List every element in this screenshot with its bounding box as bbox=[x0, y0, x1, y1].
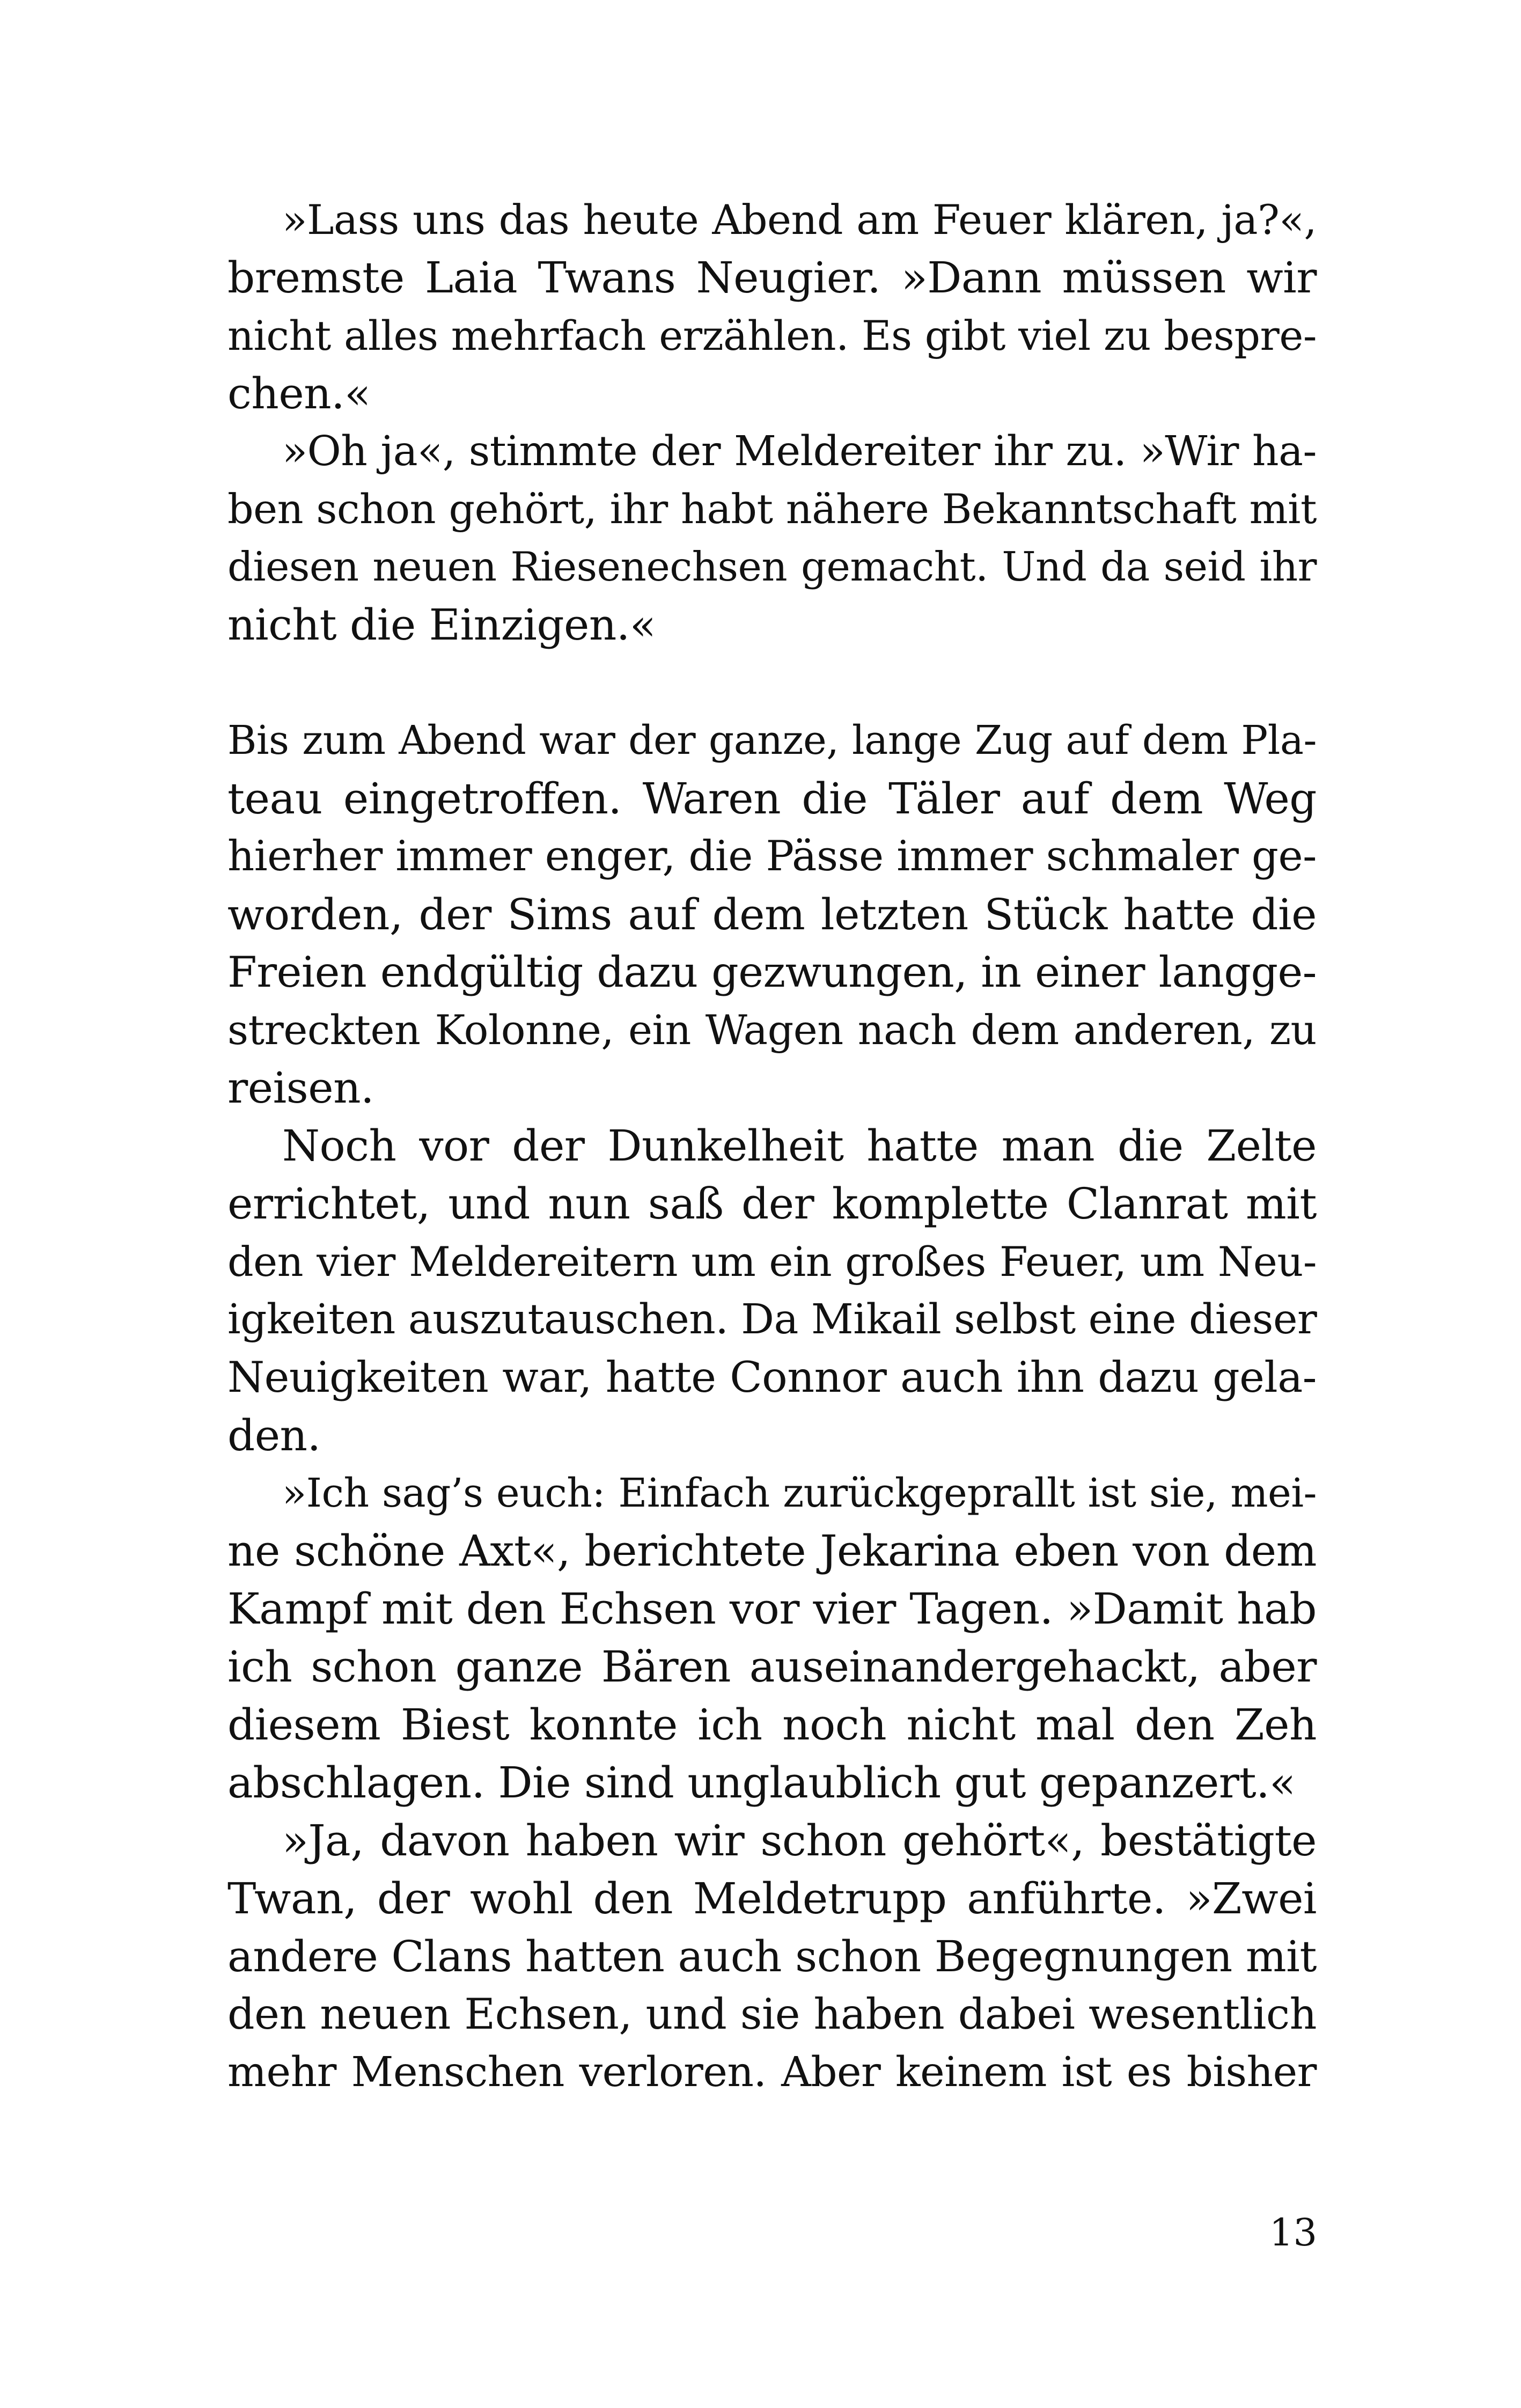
text-line: Bis zum Abend war der ganze, lange Zug auf dem Pla- bbox=[227, 717, 1317, 764]
text-line: mehr Menschen verloren. Aber keinem ist es bisher bbox=[227, 2048, 1317, 2096]
text-line: diesen neuen Riesenechsen gemacht. Und da seid ihr bbox=[227, 543, 1317, 591]
text-line: diesem Biest konnte ich noch nicht mal den Zeh bbox=[227, 1700, 1317, 1750]
text-line: ben schon gehört, ihr habt nähere Bekanntschaft mit bbox=[227, 485, 1317, 533]
text-line: ne schöne Axt«, berichtete Jekarina eben von dem bbox=[227, 1526, 1317, 1576]
text-line: Twan, der wohl den Meldetrupp anführte. »Zwei bbox=[227, 1873, 1317, 1924]
text-line: Noch vor der Dunkelheit hatte man die Zelte bbox=[282, 1121, 1317, 1171]
text-line: nicht die Einzigen.« bbox=[227, 600, 656, 650]
text-line: »Oh ja«, stimmte der Meldereiter ihr zu. »Wir ha- bbox=[282, 427, 1317, 475]
text-line: den. bbox=[227, 1410, 321, 1460]
text-line: igkeiten auszutauschen. Da Mikail selbst eine dieser bbox=[227, 1295, 1317, 1344]
text-line: Neuigkeiten war, hatte Connor auch ihn dazu gela- bbox=[227, 1352, 1317, 1402]
text-line: abschlagen. Die sind unglaublich gut gepanzert.« bbox=[227, 1758, 1296, 1808]
text-line: Kampf mit den Echsen vor vier Tagen. »Damit hab bbox=[227, 1584, 1317, 1634]
text-line: ich schon ganze Bären auseinandergehackt, aber bbox=[227, 1642, 1317, 1692]
text-line: bremste Laia Twans Neugier. »Dann müssen wir bbox=[227, 252, 1317, 303]
section-break bbox=[227, 654, 1317, 712]
text-line: worden, der Sims auf dem letzten Stück hatte die bbox=[227, 889, 1317, 939]
text-line: »Lass uns das heute Abend am Feuer klären, ja?«, bbox=[282, 196, 1317, 244]
text-line: teau eingetroffen. Waren die Täler auf dem Weg bbox=[227, 773, 1317, 824]
text-line: »Ich sag’s euch: Einfach zurückgeprallt ist sie, mei- bbox=[282, 1470, 1317, 1516]
text-line: den neuen Echsen, und sie haben dabei wesentlich bbox=[227, 1989, 1317, 2039]
text-line: hierher immer enger, die Pässe immer schmaler ge- bbox=[227, 832, 1317, 880]
text-line: »Ja, davon haben wir schon gehört«, bestätigte bbox=[282, 1815, 1317, 1866]
text-line: chen.« bbox=[227, 368, 371, 419]
body-text bbox=[227, 191, 1317, 2101]
page-number: 13 bbox=[1269, 2211, 1317, 2255]
text-line: andere Clans hatten auch schon Begegnungen mit bbox=[227, 1931, 1317, 1981]
text-line: den vier Meldereitern um ein großes Feuer, um Neu- bbox=[227, 1238, 1317, 1286]
text-line: streckten Kolonne, ein Wagen nach dem anderen, zu bbox=[227, 1006, 1317, 1054]
text-line: reisen. bbox=[227, 1063, 374, 1113]
text-line: nicht alles mehrfach erzählen. Es gibt viel zu bespre- bbox=[227, 311, 1317, 359]
text-line: Freien endgültig dazu gezwungen, in einer langge- bbox=[227, 947, 1317, 997]
text-line: errichtet, und nun saß der komplette Clanrat mit bbox=[227, 1179, 1317, 1229]
